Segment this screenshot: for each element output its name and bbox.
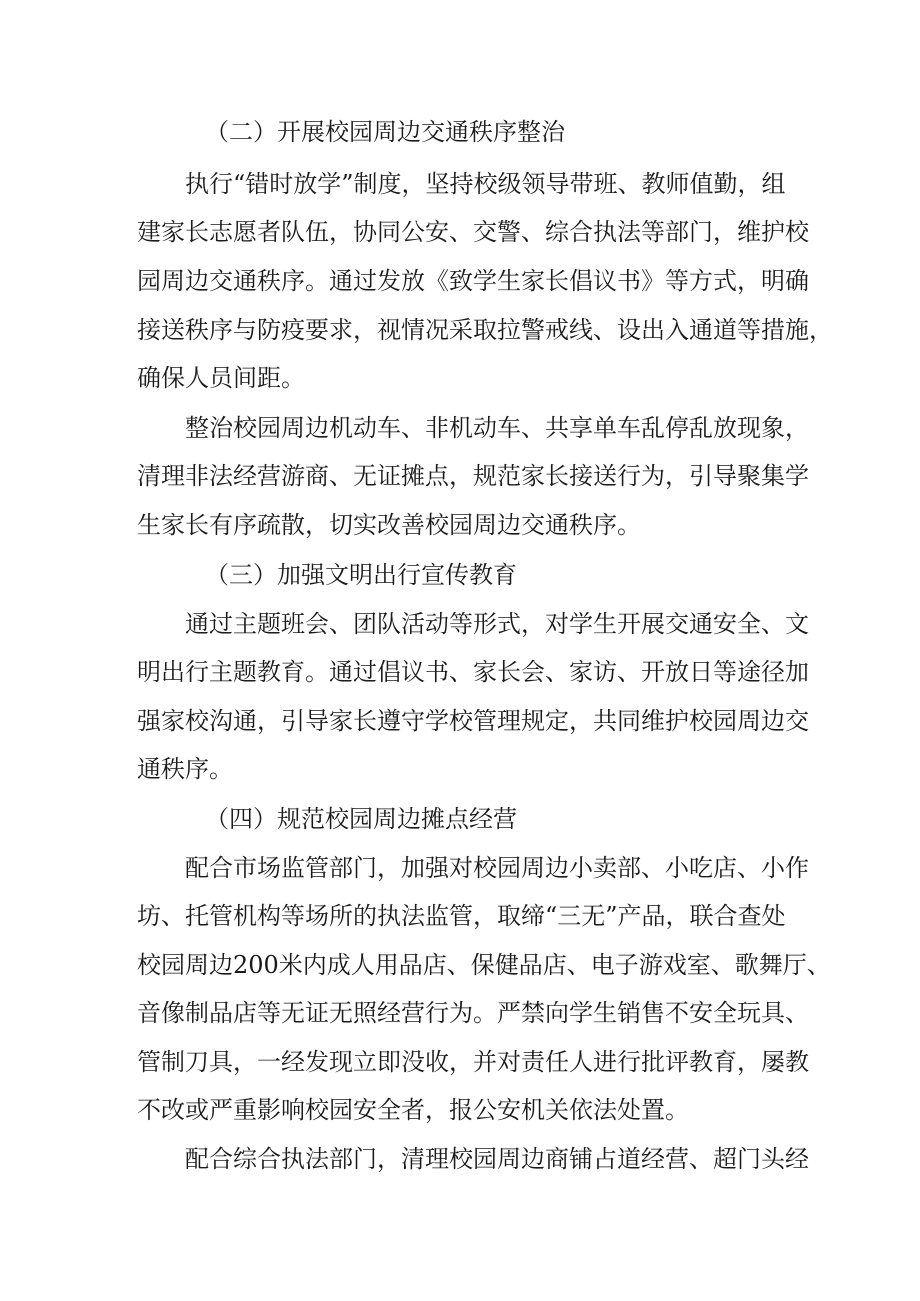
paragraph-line: 整治校园周边机动车、非机动车、共享单车乱停乱放现象， bbox=[185, 414, 809, 442]
paragraph-line: 执行“错时放学”制度，坚持校级领导带班、教师值勤，组 bbox=[185, 170, 786, 198]
section-heading-2: （二）开展校园周边交通秩序整治 bbox=[205, 118, 565, 146]
section-heading-4: （四）规范校园周边摊点经营 bbox=[205, 805, 517, 833]
section-heading-3: （三）加强文明出行宣传教育 bbox=[205, 561, 517, 589]
paragraph-line: 坊、托管机构等场所的执法监管，取缔“三无”产品，联合查处 bbox=[137, 902, 786, 930]
paragraph-line: 园周边交通秩序。通过发放《致学生家长倡议书》等方式，明确 bbox=[137, 267, 809, 295]
paragraph-line: 通过主题班会、团队活动等形式，对学生开展交通安全、文 bbox=[185, 610, 809, 638]
paragraph-line: 生家长有序疏散，切实改善校园周边交通秩序。 bbox=[137, 511, 641, 539]
paragraph-line: 音像制品店等无证无照经营行为。严禁向学生销售不安全玩具、 bbox=[137, 999, 809, 1027]
paragraph-line: 管制刀具，一经发现立即没收，并对责任人进行批评教育，屡教 bbox=[137, 1048, 809, 1076]
paragraph-line: 配合市场监管部门，加强对校园周边小卖部、小吃店、小作 bbox=[185, 854, 809, 882]
paragraph-line: 清理非法经营游商、无证摊点，规范家长接送行为，引导聚集学 bbox=[137, 462, 809, 490]
paragraph-line: 确保人员间距。 bbox=[137, 364, 305, 392]
paragraph-line: 接送秩序与防疫要求，视情况采取拉警戒线、设出入通道等措施， bbox=[137, 316, 833, 344]
paragraph-line: 校园周边200米内成人用品店、保健品店、电子游戏室、歌舞厅、 bbox=[137, 951, 831, 979]
paragraph-line: 通秩序。 bbox=[137, 755, 233, 783]
paragraph-line: 强家校沟通，引导家长遵守学校管理规定，共同维护校园周边交 bbox=[137, 707, 809, 735]
paragraph-line: 不改或严重影响校园安全者，报公安机关依法处置。 bbox=[137, 1096, 689, 1124]
paragraph-line: 建家长志愿者队伍，协同公安、交警、综合执法等部门，维护校 bbox=[137, 218, 809, 246]
paragraph-line: 配合综合执法部门，清理校园周边商铺占道经营、超门头经 bbox=[185, 1145, 809, 1173]
paragraph-line: 明出行主题教育。通过倡议书、家长会、家访、开放日等途径加 bbox=[137, 658, 809, 686]
